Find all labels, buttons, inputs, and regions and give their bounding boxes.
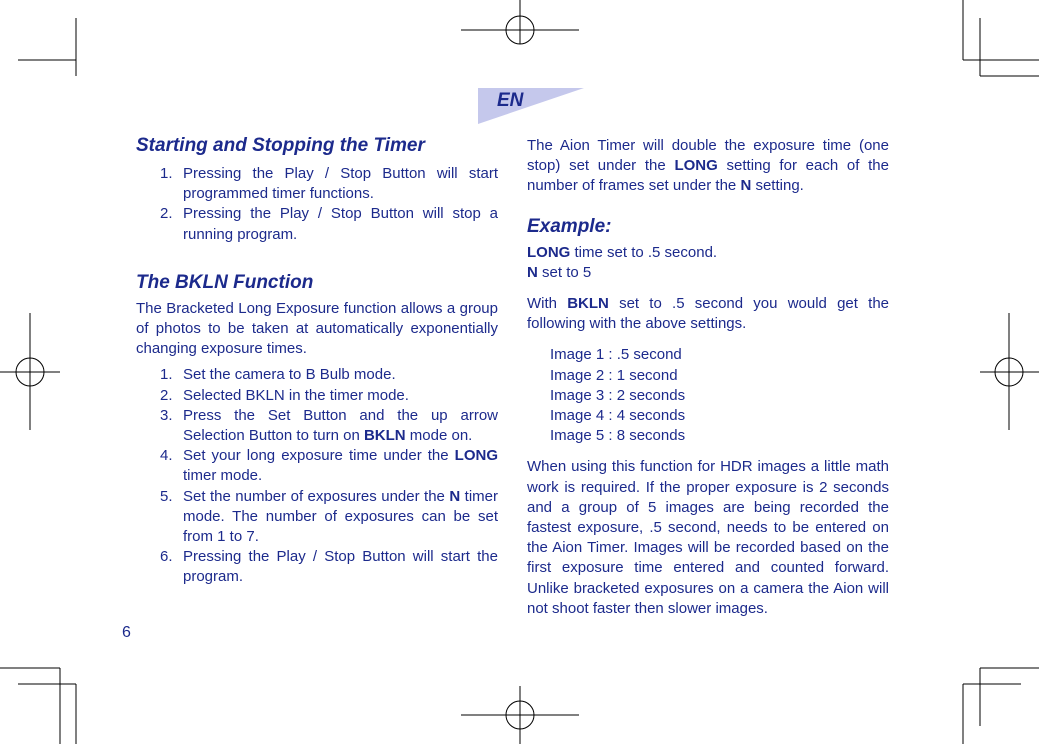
n-setting-line bbox=[527, 263, 889, 283]
step-number: 1. bbox=[160, 366, 173, 384]
list-item: Image 2 : 1 second bbox=[550, 366, 678, 384]
left-column bbox=[136, 134, 498, 588]
step-number: 2. bbox=[160, 386, 173, 404]
with-post: set to .5 second you would get the following with the above settings. bbox=[527, 295, 890, 333]
with-pre: With bbox=[527, 295, 568, 313]
long-setting-line bbox=[527, 243, 889, 263]
step-text: Set the camera to B Bulb mode. bbox=[183, 366, 396, 384]
list-item bbox=[136, 164, 498, 204]
step-text-bold: BKLN bbox=[363, 427, 406, 445]
language-label: EN bbox=[497, 90, 524, 111]
step-text: Pressing the Play / Stop Button will stop a running program. bbox=[183, 205, 498, 243]
double-exposure-paragraph bbox=[527, 136, 889, 197]
section-title-timer: Starting and Stopping the Timer bbox=[136, 135, 425, 156]
image-sequence-list bbox=[527, 345, 889, 446]
step-number: 3. bbox=[160, 406, 173, 424]
section-title-bkln: The BKLN Function bbox=[136, 271, 314, 293]
example-title: Example: bbox=[527, 215, 612, 237]
list-item bbox=[136, 406, 498, 446]
bkln-intro: The Bracketed Long Exposure function allows a group of photos to be taken at automatically exponentially changing exposure times. bbox=[136, 299, 498, 358]
list-item bbox=[136, 547, 498, 587]
step-text-post: timer mode. The number of exposures can be set from 1 to 7. bbox=[183, 487, 498, 546]
list-item: Image 5 : 8 seconds bbox=[550, 427, 686, 445]
intro-post: setting. bbox=[751, 177, 804, 195]
n-label: N bbox=[527, 263, 538, 281]
intro-pre: The Aion Timer will double the exposure time (one stop) set under the bbox=[527, 137, 889, 175]
step-number: 1. bbox=[160, 165, 173, 182]
intro-bold-long: LONG bbox=[674, 157, 718, 175]
step-text-pre: Press the Set Button and the up arrow Selection Button to turn on bbox=[183, 406, 498, 445]
step-text-pre: Set your long exposure time under the bbox=[183, 447, 455, 465]
step-text-post: mode on. bbox=[405, 427, 473, 445]
step-number: 6. bbox=[160, 548, 173, 566]
step-text-post: timer mode. bbox=[183, 467, 263, 485]
long-value: time set to .5 second. bbox=[570, 243, 718, 261]
bkln-steps-list bbox=[136, 365, 498, 587]
n-value: set to 5 bbox=[537, 263, 592, 281]
list-item bbox=[136, 386, 498, 406]
language-tab bbox=[478, 88, 584, 124]
step-text: Pressing the Play / Stop Button will start programmed timer functions. bbox=[183, 165, 498, 203]
step-text-bold: N bbox=[449, 487, 461, 505]
long-label: LONG bbox=[527, 243, 571, 261]
timer-steps-list bbox=[136, 164, 498, 245]
step-number: 4. bbox=[160, 447, 173, 465]
page-number: 6 bbox=[122, 624, 131, 641]
list-item bbox=[136, 204, 498, 244]
list-item: Image 4 : 4 seconds bbox=[550, 407, 686, 425]
with-bold: BKLN bbox=[567, 295, 609, 313]
step-text-bold: LONG bbox=[454, 447, 498, 465]
right-column bbox=[527, 136, 889, 619]
bkln-result-paragraph bbox=[527, 294, 889, 334]
list-item bbox=[136, 446, 498, 486]
intro-bold-n: N bbox=[740, 177, 752, 195]
list-item: Image 1 : .5 second bbox=[550, 346, 682, 364]
intro-mid: setting for each of the number of frames set under the bbox=[527, 157, 889, 195]
list-item: Image 3 : 2 seconds bbox=[550, 386, 686, 404]
step-text: Selected BKLN in the timer mode. bbox=[183, 386, 409, 404]
step-number: 2. bbox=[160, 205, 173, 223]
step-text: Pressing the Play / Stop Button will start the program. bbox=[183, 548, 498, 586]
list-item bbox=[136, 487, 498, 548]
step-text-pre: Set the number of exposures under the bbox=[183, 487, 450, 505]
step-number: 5. bbox=[160, 487, 173, 505]
list-item bbox=[136, 365, 498, 385]
hdr-paragraph: When using this function for HDR images a little math work is required. If the proper exposure is 2 seconds and a group of 5 images are being recorded the fastest exposure, .5 second, needs to be entered on the Aion Timer. Images will be recorded based on the first exposure time entered and counted forward. Unlike bracketed exposures on a camera the Aion will not shoot faster then slower images. bbox=[527, 458, 889, 617]
